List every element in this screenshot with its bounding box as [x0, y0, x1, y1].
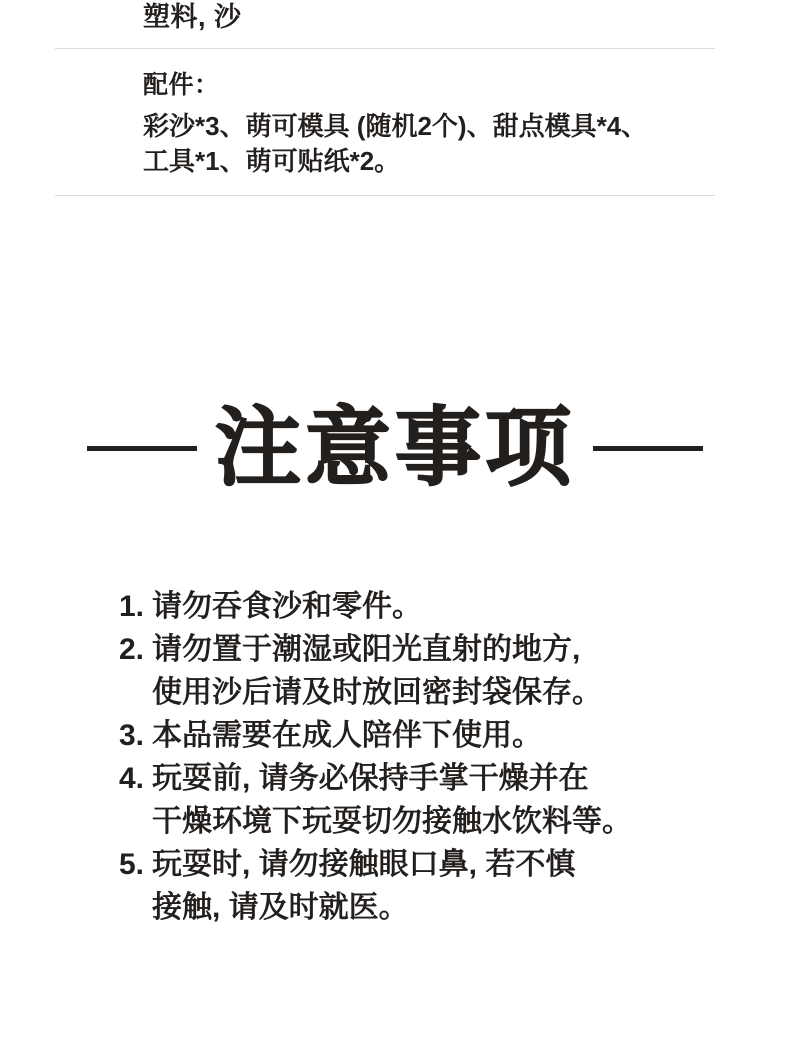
list-item-line-1: 请勿置于潮湿或阳光直射的地方,	[152, 633, 581, 666]
list-item	[0, 585, 790, 628]
accessory-line-2: 工具*1、萌可贴纸*2。	[143, 146, 401, 176]
list-item	[0, 757, 790, 843]
accessory-heading: 配件：	[143, 71, 220, 99]
accessory-list	[0, 101, 743, 179]
list-item-line-2: 使用沙后请及时放回密封袋保存。	[152, 676, 602, 709]
list-item-text	[152, 843, 750, 929]
list-item-number: 2.	[118, 633, 144, 666]
list-item	[0, 628, 790, 714]
title-dash-right-icon	[593, 446, 703, 451]
list-item-line-2: 接触, 请及时就医。	[152, 891, 409, 924]
section-title-row	[0, 398, 790, 498]
divider-bottom	[55, 195, 715, 196]
list-item-number: 3.	[118, 719, 144, 752]
list-item-text	[152, 628, 750, 714]
page-title: 注意事项	[215, 400, 575, 496]
list-item-line-2: 干燥环境下玩耍切勿接触水饮料等。	[152, 805, 632, 838]
specification-block	[0, 0, 790, 196]
list-item-line-1: 玩耍前, 请务必保持手掌干燥并在	[152, 762, 589, 795]
list-item-text	[152, 714, 750, 757]
notes-list	[0, 585, 790, 929]
list-item	[0, 714, 790, 757]
list-item-line-1: 本品需要在成人陪伴下使用。	[152, 719, 542, 752]
list-item-text	[152, 585, 750, 628]
list-item-line-1: 请勿吞食沙和零件。	[152, 590, 422, 623]
list-item-line-1: 玩耍时, 请勿接触眼口鼻, 若不慎	[152, 848, 576, 881]
list-item-text	[152, 757, 750, 843]
list-item	[0, 843, 790, 929]
material-value: 塑料, 沙	[143, 2, 242, 32]
title-dash-left-icon	[87, 446, 197, 451]
list-item-number: 5.	[118, 848, 144, 881]
list-item-number: 1.	[118, 590, 144, 623]
list-item-number: 4.	[118, 762, 144, 795]
accessory-line-1: 彩沙*3、萌可模具 (随机2个)、甜点模具*4、	[143, 111, 648, 141]
